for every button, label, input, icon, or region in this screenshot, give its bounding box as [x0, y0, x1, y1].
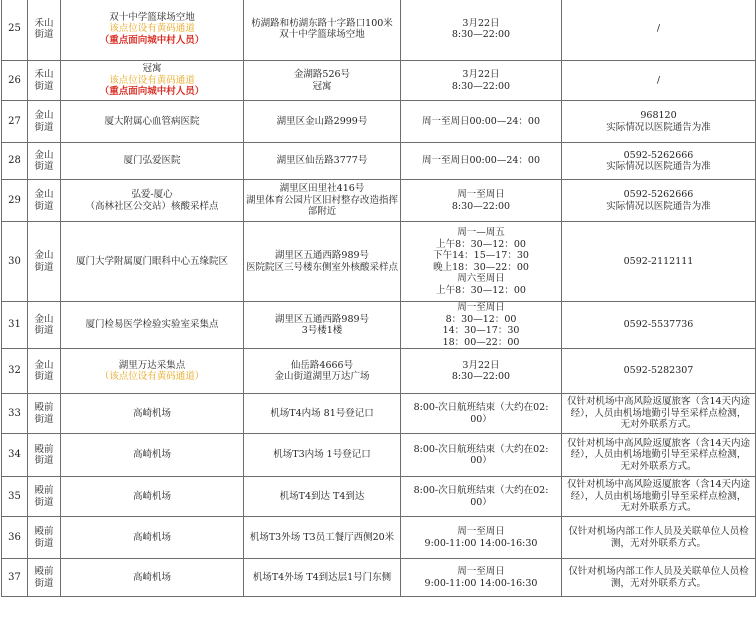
hours-line: 晚上18：30—22：00	[433, 261, 529, 273]
site-name: 高崎机场	[132, 449, 171, 461]
contact-line: 仅针对机场内部工作人员及关联单位人员检	[568, 566, 749, 577]
street-name: 金山	[34, 313, 54, 325]
hours-line: 3月22日	[462, 69, 500, 80]
street-name: 街道	[34, 325, 54, 336]
hours-line: 8:00-次日航班结束（大约在02:	[413, 443, 549, 455]
street-name: 街道	[34, 413, 54, 425]
site-name: 高崎机场	[132, 531, 171, 543]
hours-line: 周一至周日	[457, 526, 505, 537]
contact-line: 0592-5537736	[623, 319, 694, 331]
site-note: 该点位设有黄码通道	[109, 23, 195, 35]
street-name: 街道	[34, 261, 54, 273]
hours-cell	[401, 517, 562, 559]
address-line: 湖里区仙岳路3777号	[276, 155, 368, 167]
hours-line: 8：30—12：00	[445, 313, 517, 325]
street-name: 街道	[34, 496, 54, 508]
address-line: 机场T4外场 T4到达层1号门东侧	[252, 571, 392, 583]
street-name: 金山	[34, 110, 54, 121]
row-number-cell	[2, 101, 28, 143]
table-row	[2, 143, 756, 180]
hours-line: 00）	[470, 413, 492, 425]
street-cell	[28, 302, 61, 349]
address-cell	[244, 394, 401, 434]
address-line: 湖里区五通西路989号	[274, 250, 370, 261]
table-row	[2, 394, 756, 434]
table-row	[2, 61, 756, 101]
contact-cell	[562, 477, 756, 517]
address-cell	[244, 349, 401, 394]
table-row	[2, 180, 756, 222]
row-number: 30	[8, 255, 21, 267]
hours-cell	[401, 180, 562, 222]
street-name: 殿前	[34, 485, 54, 496]
hours-line: 00）	[470, 455, 492, 466]
table-row	[2, 101, 756, 143]
street-name: 街道	[34, 29, 54, 40]
row-number: 32	[8, 365, 21, 377]
address-cell	[244, 0, 401, 61]
hours-line: 下午14：15—17：30	[433, 250, 529, 261]
address-cell	[244, 559, 401, 597]
site-note: （高林社区公交站）核酸采样点	[85, 200, 219, 212]
address-line: 部附近	[307, 206, 337, 218]
contact-cell	[562, 143, 756, 180]
contact-cell	[562, 101, 756, 143]
street-name: 殿前	[34, 443, 54, 455]
site-name-cell	[61, 349, 244, 394]
row-number-cell	[2, 143, 28, 180]
street-name: 街道	[34, 161, 54, 172]
street-name: 街道	[34, 371, 54, 382]
hours-cell	[401, 559, 562, 597]
contact-cell	[562, 394, 756, 434]
table-row	[2, 477, 756, 517]
contact-line: 仅针对机场中高风险返厦旅客（含14天内途	[566, 479, 751, 491]
street-cell	[28, 517, 61, 559]
table-row	[2, 559, 756, 597]
hours-line: 周六至周日	[457, 273, 505, 284]
site-name: 厦门弘爱医院	[123, 155, 181, 167]
site-name: 冠寓	[142, 63, 162, 75]
contact-line: 经），人员由机场地勤引导至采样点检测，	[570, 449, 747, 461]
table-row	[2, 434, 756, 477]
street-cell	[28, 394, 61, 434]
site-name-cell	[61, 434, 244, 477]
row-number: 35	[8, 490, 21, 502]
hours-line: 周一至周日00:00—24：00	[421, 115, 541, 127]
hours-line: 上午8：30—12：00	[436, 284, 526, 296]
contact-line: /	[656, 23, 661, 35]
address-line: 机场T4到达 T4到达	[279, 490, 365, 502]
row-number: 25	[8, 23, 21, 35]
row-number: 27	[8, 115, 21, 127]
street-cell	[28, 143, 61, 180]
street-cell	[28, 559, 61, 597]
contact-line: 仅针对机场中高风险返厦旅客（含14天内途	[566, 396, 751, 408]
street-cell	[28, 349, 61, 394]
site-name-cell	[61, 61, 244, 101]
hours-cell	[401, 61, 562, 101]
contact-line: 无对外联系方式。	[620, 502, 697, 514]
site-name-cell	[61, 302, 244, 349]
contact-line: /	[656, 74, 661, 86]
contact-cell	[562, 61, 756, 101]
site-name: 弘爱-厦心	[131, 189, 173, 200]
street-cell	[28, 61, 61, 101]
contact-line: 实际情况以医院通告为准	[606, 121, 711, 133]
site-note: 该点位设有黄码通道	[109, 74, 195, 86]
row-number: 36	[8, 531, 21, 543]
site-name: 厦大附属心血管病医院	[104, 115, 200, 127]
address-line: 双十中学篮球场空地	[279, 29, 365, 40]
site-name-cell	[61, 559, 244, 597]
site-name-cell	[61, 101, 244, 143]
address-cell	[244, 477, 401, 517]
row-number-cell	[2, 222, 28, 302]
hours-line: 周一至周日	[457, 566, 505, 577]
contact-line: 无对外联系方式。	[620, 460, 697, 472]
hours-cell	[401, 477, 562, 517]
address-line: 冠寓	[312, 80, 332, 92]
street-cell	[28, 477, 61, 517]
address-line: 机场T3内场 1号登记口	[273, 449, 371, 461]
contact-cell	[562, 302, 756, 349]
contact-cell	[562, 222, 756, 302]
site-name-cell	[61, 143, 244, 180]
hours-line: 9:00-11:00 14:00-16:30	[424, 537, 538, 549]
row-number: 31	[8, 319, 21, 331]
street-name: 街道	[34, 577, 54, 589]
street-name: 街道	[34, 121, 54, 133]
hours-line: 8:30—22:00	[451, 371, 511, 382]
address-line: 湖里体育公园片区旧村整存改造指挥	[246, 194, 399, 206]
hours-cell	[401, 0, 562, 61]
row-number: 34	[8, 449, 21, 461]
row-number: 26	[8, 74, 21, 86]
hours-cell	[401, 434, 562, 477]
site-name: 双十中学篮球场空地	[109, 11, 195, 23]
address-line: 仙岳路4666号	[290, 359, 354, 371]
contact-line: 测，无对外联系方式。	[610, 537, 706, 549]
site-name-cell	[61, 477, 244, 517]
hours-cell	[401, 101, 562, 143]
address-cell	[244, 434, 401, 477]
site-name: 高崎机场	[132, 490, 171, 502]
hours-line: 8:30—22:00	[451, 29, 511, 40]
row-number-cell	[2, 434, 28, 477]
row-number-cell	[2, 477, 28, 517]
street-cell	[28, 222, 61, 302]
street-name: 禾山	[34, 69, 54, 80]
table-row	[2, 0, 756, 61]
address-line: 湖里区五通西路989号	[274, 313, 370, 325]
table-row	[2, 302, 756, 349]
site-note: （重点面向城中村人员）	[99, 86, 205, 98]
site-name-cell	[61, 222, 244, 302]
contact-cell	[562, 349, 756, 394]
street-cell	[28, 180, 61, 222]
site-name: 湖里万达采集点	[118, 359, 186, 371]
site-name: 厦门大学附属厦门眼科中心五缘院区	[75, 255, 228, 267]
street-name: 殿前	[34, 526, 54, 537]
contact-line: 测，无对外联系方式。	[610, 577, 706, 589]
row-number-cell	[2, 302, 28, 349]
row-number-cell	[2, 517, 28, 559]
street-cell	[28, 0, 61, 61]
hours-line: 8:30—22:00	[451, 200, 511, 212]
address-line: 湖里区金山路2999号	[276, 115, 368, 127]
hours-cell	[401, 302, 562, 349]
hours-line: 周一至周日00:00—24：00	[421, 155, 541, 167]
site-note: （该点位设有黄码通道）	[99, 371, 205, 382]
site-name: 高崎机场	[132, 571, 171, 583]
hours-line: 9:00-11:00 14:00-16:30	[424, 577, 538, 589]
hours-line: 14：30—17：30	[442, 325, 520, 336]
row-number-cell	[2, 394, 28, 434]
site-name: 高崎机场	[132, 407, 171, 419]
contact-line: 0592-5262666	[623, 189, 694, 200]
street-name: 街道	[34, 537, 54, 549]
address-line: 枋湖路和枋湖东路十字路口100米	[251, 17, 393, 29]
contact-cell	[562, 180, 756, 222]
contact-cell	[562, 434, 756, 477]
address-line: 机场T3外场 T3员工餐厅西侧20米	[249, 531, 395, 543]
row-number: 28	[8, 155, 21, 167]
contact-line: 0592-5262666	[623, 149, 694, 161]
row-number-cell	[2, 180, 28, 222]
site-name-cell	[61, 517, 244, 559]
hours-cell	[401, 394, 562, 434]
contact-cell	[562, 517, 756, 559]
street-name: 殿前	[34, 566, 54, 577]
address-line: 湖里区田里社416号	[279, 183, 365, 195]
hours-line: 周一至周日	[457, 189, 505, 200]
street-name: 金山	[34, 250, 54, 261]
hours-line: 3月22日	[462, 17, 500, 29]
street-name: 金山	[34, 149, 54, 161]
street-name: 殿前	[34, 402, 54, 413]
street-cell	[28, 101, 61, 143]
street-name: 街道	[34, 80, 54, 92]
hours-cell	[401, 143, 562, 180]
contact-cell	[562, 559, 756, 597]
hours-line: 00）	[470, 496, 492, 508]
hours-line: 8:30—22:00	[451, 80, 511, 92]
contact-line: 968120	[640, 110, 677, 121]
table-row	[2, 349, 756, 394]
contact-line: 经），人员由机场地勤引导至采样点检测，	[570, 490, 747, 502]
hours-cell	[401, 222, 562, 302]
row-number: 29	[8, 194, 21, 206]
street-name: 街道	[34, 455, 54, 466]
row-number-cell	[2, 559, 28, 597]
hours-line: 8:00-次日航班结束（大约在02:	[413, 485, 549, 496]
address-line: 医院院区三号楼东侧室外核酸采样点	[246, 261, 399, 273]
address-cell	[244, 101, 401, 143]
contact-line: 无对外联系方式。	[620, 419, 697, 431]
row-number: 37	[8, 571, 21, 583]
address-cell	[244, 180, 401, 222]
hours-cell	[401, 349, 562, 394]
street-name: 金山	[34, 359, 54, 371]
address-line: 3号楼1楼	[301, 325, 343, 336]
hours-line: 8:00-次日航班结束（大约在02:	[413, 402, 549, 413]
site-name-cell	[61, 180, 244, 222]
street-name: 禾山	[34, 17, 54, 29]
address-cell	[244, 302, 401, 349]
row-number-cell	[2, 0, 28, 61]
street-cell	[28, 434, 61, 477]
address-cell	[244, 143, 401, 180]
address-line: 金山街道湖里万达广场	[274, 371, 370, 382]
contact-line: 0592-5282307	[623, 365, 694, 377]
site-name: 厦门检易医学检验实验室采集点	[85, 319, 219, 331]
address-cell	[244, 61, 401, 101]
row-number-cell	[2, 349, 28, 394]
sampling-sites-table	[1, 0, 756, 597]
row-number-cell	[2, 61, 28, 101]
hours-line: 3月22日	[462, 359, 500, 371]
table-row	[2, 222, 756, 302]
hours-line: 18：00—22：00	[442, 336, 520, 348]
contact-line: 0592-2112111	[623, 255, 694, 267]
contact-line: 实际情况以医院通告为准	[606, 200, 711, 212]
street-name: 街道	[34, 200, 54, 212]
row-number: 33	[8, 407, 21, 419]
address-line: 金湖路526号	[293, 69, 351, 80]
contact-line: 实际情况以医院通告为准	[606, 161, 711, 172]
address-cell	[244, 222, 401, 302]
site-name-cell	[61, 0, 244, 61]
address-line: 机场T4内场 81号登记口	[270, 407, 374, 419]
contact-line: 经），人员由机场地勤引导至采样点检测，	[570, 407, 747, 419]
hours-line: 周一—周五	[457, 227, 505, 238]
contact-cell	[562, 0, 756, 61]
site-name-cell	[61, 394, 244, 434]
site-note: （重点面向城中村人员）	[99, 34, 205, 46]
hours-line: 周一至周日	[457, 302, 505, 313]
table-row	[2, 517, 756, 559]
street-name: 金山	[34, 189, 54, 200]
contact-line: 仅针对机场中高风险返厦旅客（含14天内途	[566, 437, 751, 449]
contact-line: 仅针对机场内部工作人员及关联单位人员检	[568, 526, 749, 537]
address-cell	[244, 517, 401, 559]
hours-line: 上午8：30—12：00	[436, 238, 526, 250]
